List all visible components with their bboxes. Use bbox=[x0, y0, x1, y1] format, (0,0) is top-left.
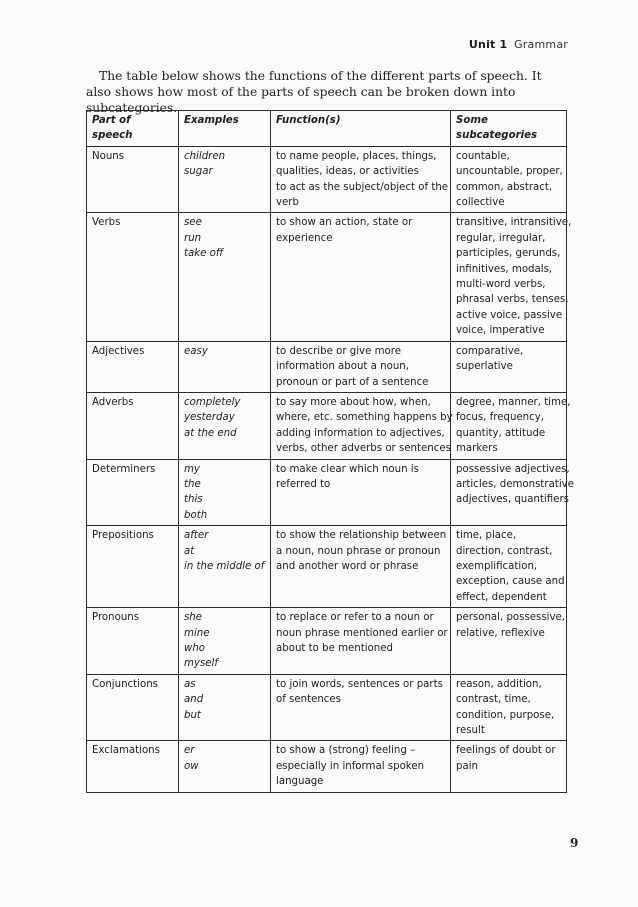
functions-cell bbox=[271, 608, 451, 675]
example-line: she bbox=[184, 612, 203, 624]
subcategory-line: markers bbox=[456, 443, 498, 455]
subcategory-line: reason, addition, bbox=[456, 678, 542, 690]
example-line: my bbox=[184, 463, 200, 475]
example-line: sugar bbox=[184, 166, 213, 178]
subcategories-cell bbox=[451, 459, 574, 526]
function-line: a noun, noun phrase or pronoun bbox=[276, 545, 441, 557]
function-line: about to be mentioned bbox=[276, 643, 393, 654]
function-line: especially in informal spoken bbox=[276, 760, 425, 772]
subcategories-cell bbox=[451, 146, 567, 213]
subcategory-line: infinitives, modals, bbox=[456, 263, 553, 275]
subcategories-cell bbox=[451, 392, 571, 459]
col-header-part: Part of speech bbox=[87, 111, 179, 147]
subcategory-line: common, abstract, bbox=[456, 181, 553, 193]
examples-cell bbox=[179, 392, 271, 459]
subcategory-line: personal, possessive, bbox=[456, 612, 566, 624]
function-line: to name people, places, things, bbox=[276, 150, 437, 162]
subcategory-line: result bbox=[456, 725, 485, 737]
subcategory-line: feelings of doubt or bbox=[456, 745, 556, 757]
intro-paragraph: The table below shows the functions of the different parts of speech. It also shows how most of the parts of speech can be broken down into subcategories. bbox=[86, 69, 542, 115]
subcategory-line: direction, contrast, bbox=[456, 545, 553, 557]
parts-of-speech-table bbox=[86, 110, 574, 793]
example-line: as bbox=[184, 678, 196, 690]
section-label: Grammar bbox=[514, 38, 568, 51]
example-line: mine bbox=[184, 627, 210, 639]
example-line: completely bbox=[184, 396, 241, 408]
examples-cell bbox=[179, 459, 271, 526]
example-line: take off bbox=[184, 248, 224, 260]
example-line: this bbox=[184, 494, 203, 506]
examples-cell bbox=[179, 213, 271, 341]
subcategory-line: effect, dependent bbox=[456, 591, 547, 603]
function-line: experience bbox=[276, 232, 333, 244]
subcategory-line: superlative bbox=[456, 361, 513, 373]
subcategory-line: phrasal verbs, tenses, bbox=[456, 294, 569, 306]
subcategories-cell bbox=[451, 741, 567, 792]
subcategory-line: degree, manner, time, bbox=[456, 396, 571, 408]
example-line: see bbox=[184, 217, 202, 229]
subcategory-line: quantity, attitude bbox=[456, 427, 546, 439]
subcategory-line: regular, irregular, bbox=[456, 232, 546, 244]
part-of-speech-cell: Pronouns bbox=[87, 608, 179, 675]
subcategory-line: articles, demonstrative bbox=[456, 478, 574, 490]
part-of-speech-cell: Conjunctions bbox=[87, 674, 179, 741]
table-row bbox=[87, 459, 567, 526]
functions-cell bbox=[271, 392, 451, 459]
example-line: at the end bbox=[184, 427, 237, 439]
example-line: myself bbox=[184, 658, 218, 670]
function-line: of sentences bbox=[276, 694, 341, 706]
part-of-speech-cell: Prepositions bbox=[87, 526, 179, 608]
subcategory-line: possessive adjectives, bbox=[456, 463, 570, 475]
col-header-subcategories: Some subcategories bbox=[451, 111, 567, 147]
examples-cell bbox=[179, 608, 271, 675]
function-line: to make clear which noun is bbox=[276, 463, 419, 475]
subcategory-line: time, place, bbox=[456, 530, 517, 542]
function-line: to show a (strong) feeling – bbox=[276, 745, 416, 757]
functions-cell bbox=[271, 146, 451, 213]
col-header-examples: Examples bbox=[179, 111, 271, 147]
function-line: and another word or phrase bbox=[276, 560, 419, 572]
functions-cell bbox=[271, 526, 451, 608]
subcategories-cell bbox=[451, 608, 567, 675]
function-line: verb bbox=[276, 197, 299, 209]
part-of-speech-cell: Adverbs bbox=[87, 392, 179, 459]
example-line: who bbox=[184, 643, 206, 654]
col-header-functions: Function(s) bbox=[271, 111, 451, 147]
part-of-speech-cell: Nouns bbox=[87, 146, 179, 213]
function-line: verbs, other adverbs or sentences bbox=[276, 443, 451, 455]
subcategories-cell bbox=[451, 674, 567, 741]
example-line: in the middle of bbox=[184, 560, 265, 572]
subcategory-line: exemplification, bbox=[456, 560, 538, 572]
subcategory-line: condition, purpose, bbox=[456, 709, 555, 721]
function-line: referred to bbox=[276, 478, 331, 490]
functions-cell bbox=[271, 341, 451, 392]
subcategory-line: transitive, intransitive, bbox=[456, 217, 572, 229]
function-line: noun phrase mentioned earlier or bbox=[276, 627, 448, 639]
example-line: yesterday bbox=[184, 412, 235, 424]
unit-label: Unit 1 bbox=[468, 38, 508, 51]
function-line: to show the relationship between bbox=[276, 530, 447, 542]
subcategories-cell bbox=[451, 213, 572, 341]
example-line: ow bbox=[184, 760, 199, 772]
function-line: to replace or refer to a noun or bbox=[276, 612, 434, 624]
part-of-speech-cell: Exclamations bbox=[87, 741, 179, 792]
function-line: language bbox=[276, 776, 324, 788]
part-of-speech-cell: Determiners bbox=[87, 459, 179, 526]
subcategory-line: uncountable, proper, bbox=[456, 166, 563, 178]
subcategory-line: collective bbox=[456, 197, 505, 209]
subcategory-line: adjectives, quantifiers bbox=[456, 494, 569, 506]
subcategory-line: contrast, time, bbox=[456, 694, 531, 706]
table-header-row bbox=[87, 111, 567, 147]
function-line: adding information to adjectives, bbox=[276, 427, 445, 439]
functions-cell bbox=[271, 741, 451, 792]
subcategory-line: participles, gerunds, bbox=[456, 248, 561, 260]
example-line: both bbox=[184, 509, 208, 521]
part-of-speech-cell: Adjectives bbox=[87, 341, 179, 392]
function-line: information about a noun, bbox=[276, 361, 409, 373]
examples-cell bbox=[179, 526, 271, 608]
table-row bbox=[87, 608, 567, 675]
part-of-speech-cell: Verbs bbox=[87, 213, 179, 341]
subcategory-line: active voice, passive bbox=[456, 309, 563, 321]
example-line: after bbox=[184, 530, 209, 542]
example-line: er bbox=[184, 745, 195, 757]
subcategories-cell bbox=[451, 526, 567, 608]
subcategory-line: exception, cause and bbox=[456, 576, 565, 588]
subcategories-cell bbox=[451, 341, 567, 392]
functions-cell bbox=[271, 674, 451, 741]
example-line: at bbox=[184, 545, 195, 557]
function-line: to say more about how, when, bbox=[276, 396, 431, 408]
table-row bbox=[87, 341, 567, 392]
function-line: to join words, sentences or parts bbox=[276, 678, 443, 690]
table-row bbox=[87, 741, 567, 792]
table-body bbox=[87, 146, 574, 792]
table-row bbox=[87, 674, 567, 741]
function-line: to describe or give more bbox=[276, 345, 401, 357]
subcategory-line: voice, imperative bbox=[456, 325, 545, 337]
functions-cell bbox=[271, 213, 451, 341]
examples-cell bbox=[179, 146, 271, 213]
examples-cell bbox=[179, 341, 271, 392]
function-line: to show an action, state or bbox=[276, 217, 413, 229]
example-line: but bbox=[184, 709, 201, 721]
table-row bbox=[87, 146, 567, 213]
example-line: children bbox=[184, 150, 226, 162]
running-header bbox=[469, 38, 568, 51]
function-line: pronoun or part of a sentence bbox=[276, 376, 429, 388]
subcategory-line: multi-word verbs, bbox=[456, 279, 546, 291]
table-row bbox=[87, 213, 567, 341]
page-number: 9 bbox=[570, 836, 579, 850]
table-row bbox=[87, 392, 567, 459]
functions-cell bbox=[271, 459, 451, 526]
function-line: where, etc. something happens by bbox=[276, 412, 453, 424]
examples-cell bbox=[179, 741, 271, 792]
subcategory-line: countable, bbox=[456, 150, 510, 162]
subcategory-line: pain bbox=[456, 760, 478, 772]
subcategory-line: focus, frequency, bbox=[456, 412, 544, 424]
example-line: easy bbox=[184, 345, 208, 357]
example-line: run bbox=[184, 232, 202, 244]
subcategory-line: relative, reflexive bbox=[456, 627, 545, 639]
function-line: to act as the subject/object of the bbox=[276, 181, 449, 193]
example-line: the bbox=[184, 478, 201, 490]
examples-cell bbox=[179, 674, 271, 741]
subcategory-line: comparative, bbox=[456, 345, 524, 357]
function-line: qualities, ideas, or activities bbox=[276, 166, 419, 178]
example-line: and bbox=[184, 694, 204, 706]
table-row bbox=[87, 526, 567, 608]
